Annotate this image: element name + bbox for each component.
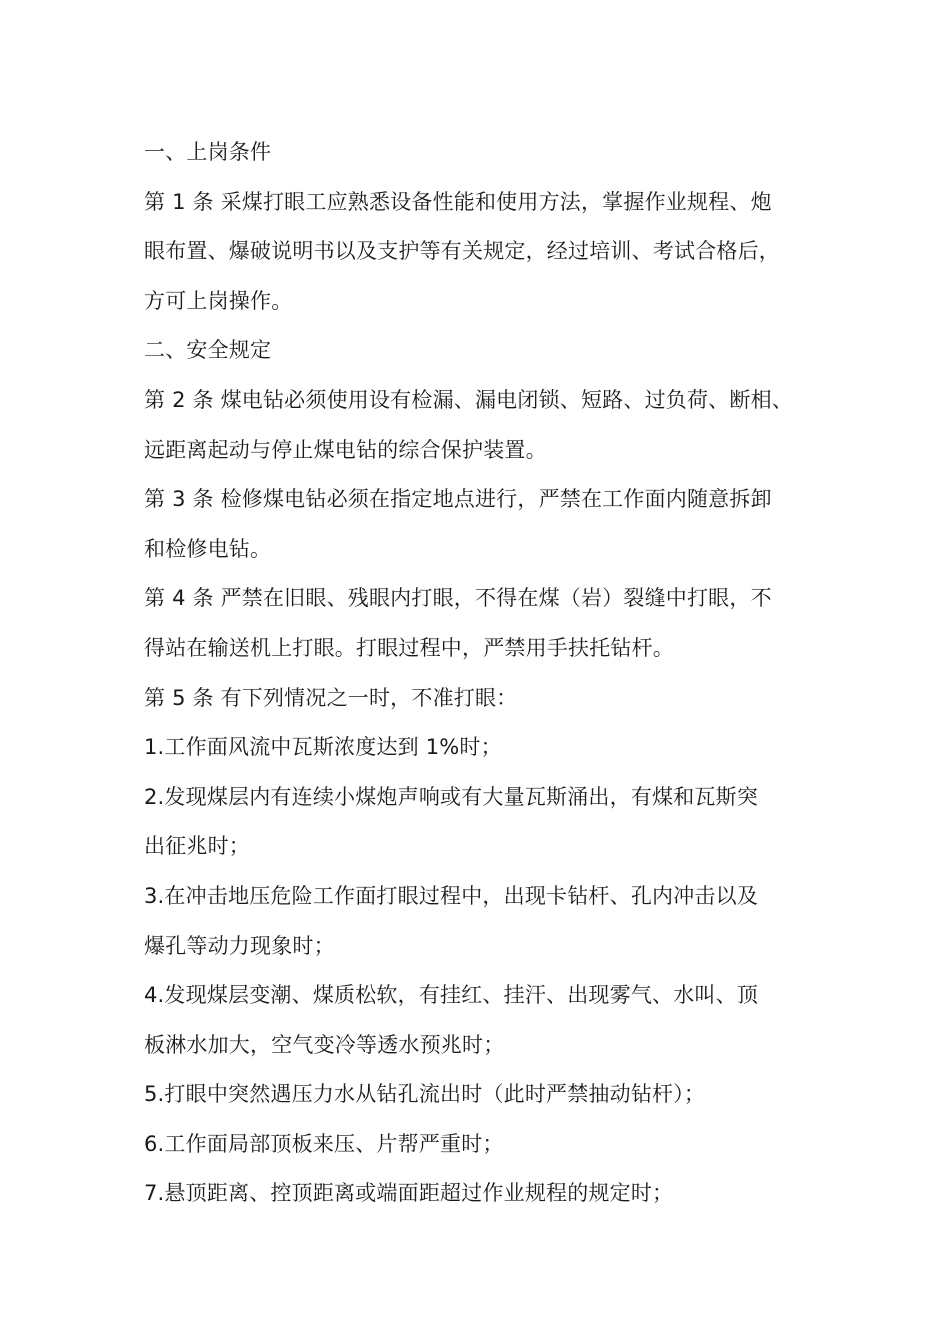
list-item-6: [144, 1120, 834, 1170]
text-line: 和检修电钻。: [144, 536, 272, 561]
list-item-4: [144, 971, 834, 1070]
text-line: 第 4 条 严禁在旧眼、残眼内打眼，不得在煤（岩）裂缝中打眼，不: [144, 586, 772, 611]
text-line: 眼布置、爆破说明书以及支护等有关规定，经过培训、考试合格后，: [144, 239, 780, 264]
text-line: 1.工作面风流中瓦斯浓度达到 1%时；: [144, 735, 502, 760]
article-4: [144, 574, 834, 673]
text-line: 板淋水加大，空气变冷等透水预兆时；: [144, 1032, 505, 1057]
list-item-5: [144, 1070, 834, 1120]
text-line: 2.发现煤层内有连续小煤炮声响或有大量瓦斯涌出，有煤和瓦斯突: [144, 784, 759, 809]
list-item-1: [144, 723, 834, 773]
text-line: 二、安全规定: [144, 338, 272, 363]
text-line: 第 1 条 采煤打眼工应熟悉设备性能和使用方法，掌握作业规程、炮: [144, 189, 772, 214]
article-5: [144, 674, 834, 724]
text-line: 第 5 条 有下列情况之一时，不准打眼：: [144, 685, 518, 710]
article-3: [144, 475, 834, 574]
section-heading-1: [144, 128, 834, 178]
text-line: 5.打眼中突然遇压力水从钻孔流出时（此时严禁抽动钻杆）；: [144, 1082, 706, 1107]
article-1: [144, 178, 834, 327]
article-2: [144, 376, 834, 475]
text-line: 第 3 条 检修煤电钻必须在指定地点进行，严禁在工作面内随意拆卸: [144, 487, 772, 512]
list-item-7: [144, 1169, 834, 1219]
text-line: 远距离起动与停止煤电钻的综合保护装置。: [144, 437, 547, 462]
text-line: 一、上岗条件: [144, 140, 272, 164]
text-line: 7.悬顶距离、控顶距离或端面距超过作业规程的规定时；: [144, 1181, 674, 1206]
text-line: 3.在冲击地压危险工作面打眼过程中，出现卡钻杆、孔内冲击以及: [144, 883, 759, 908]
list-item-2: [144, 773, 834, 872]
text-line: 方可上岗操作。: [144, 288, 293, 313]
text-line: 4.发现煤层变潮、煤质松软，有挂红、挂汗、出现雾气、水叫、顶: [144, 983, 759, 1008]
text-line: 6.工作面局部顶板来压、片帮严重时；: [144, 1131, 504, 1156]
text-line: 得站在输送机上打眼。打眼过程中，严禁用手扶托钻杆。: [144, 635, 674, 660]
list-item-3: [144, 872, 834, 971]
section-heading-2: [144, 326, 834, 376]
text-line: 爆孔等动力现象时；: [144, 933, 335, 958]
document-body: [144, 128, 834, 1219]
text-line: 出征兆时；: [144, 834, 250, 859]
text-line: 第 2 条 煤电钻必须使用设有检漏、漏电闭锁、短路、过负荷、断相、: [144, 387, 793, 412]
